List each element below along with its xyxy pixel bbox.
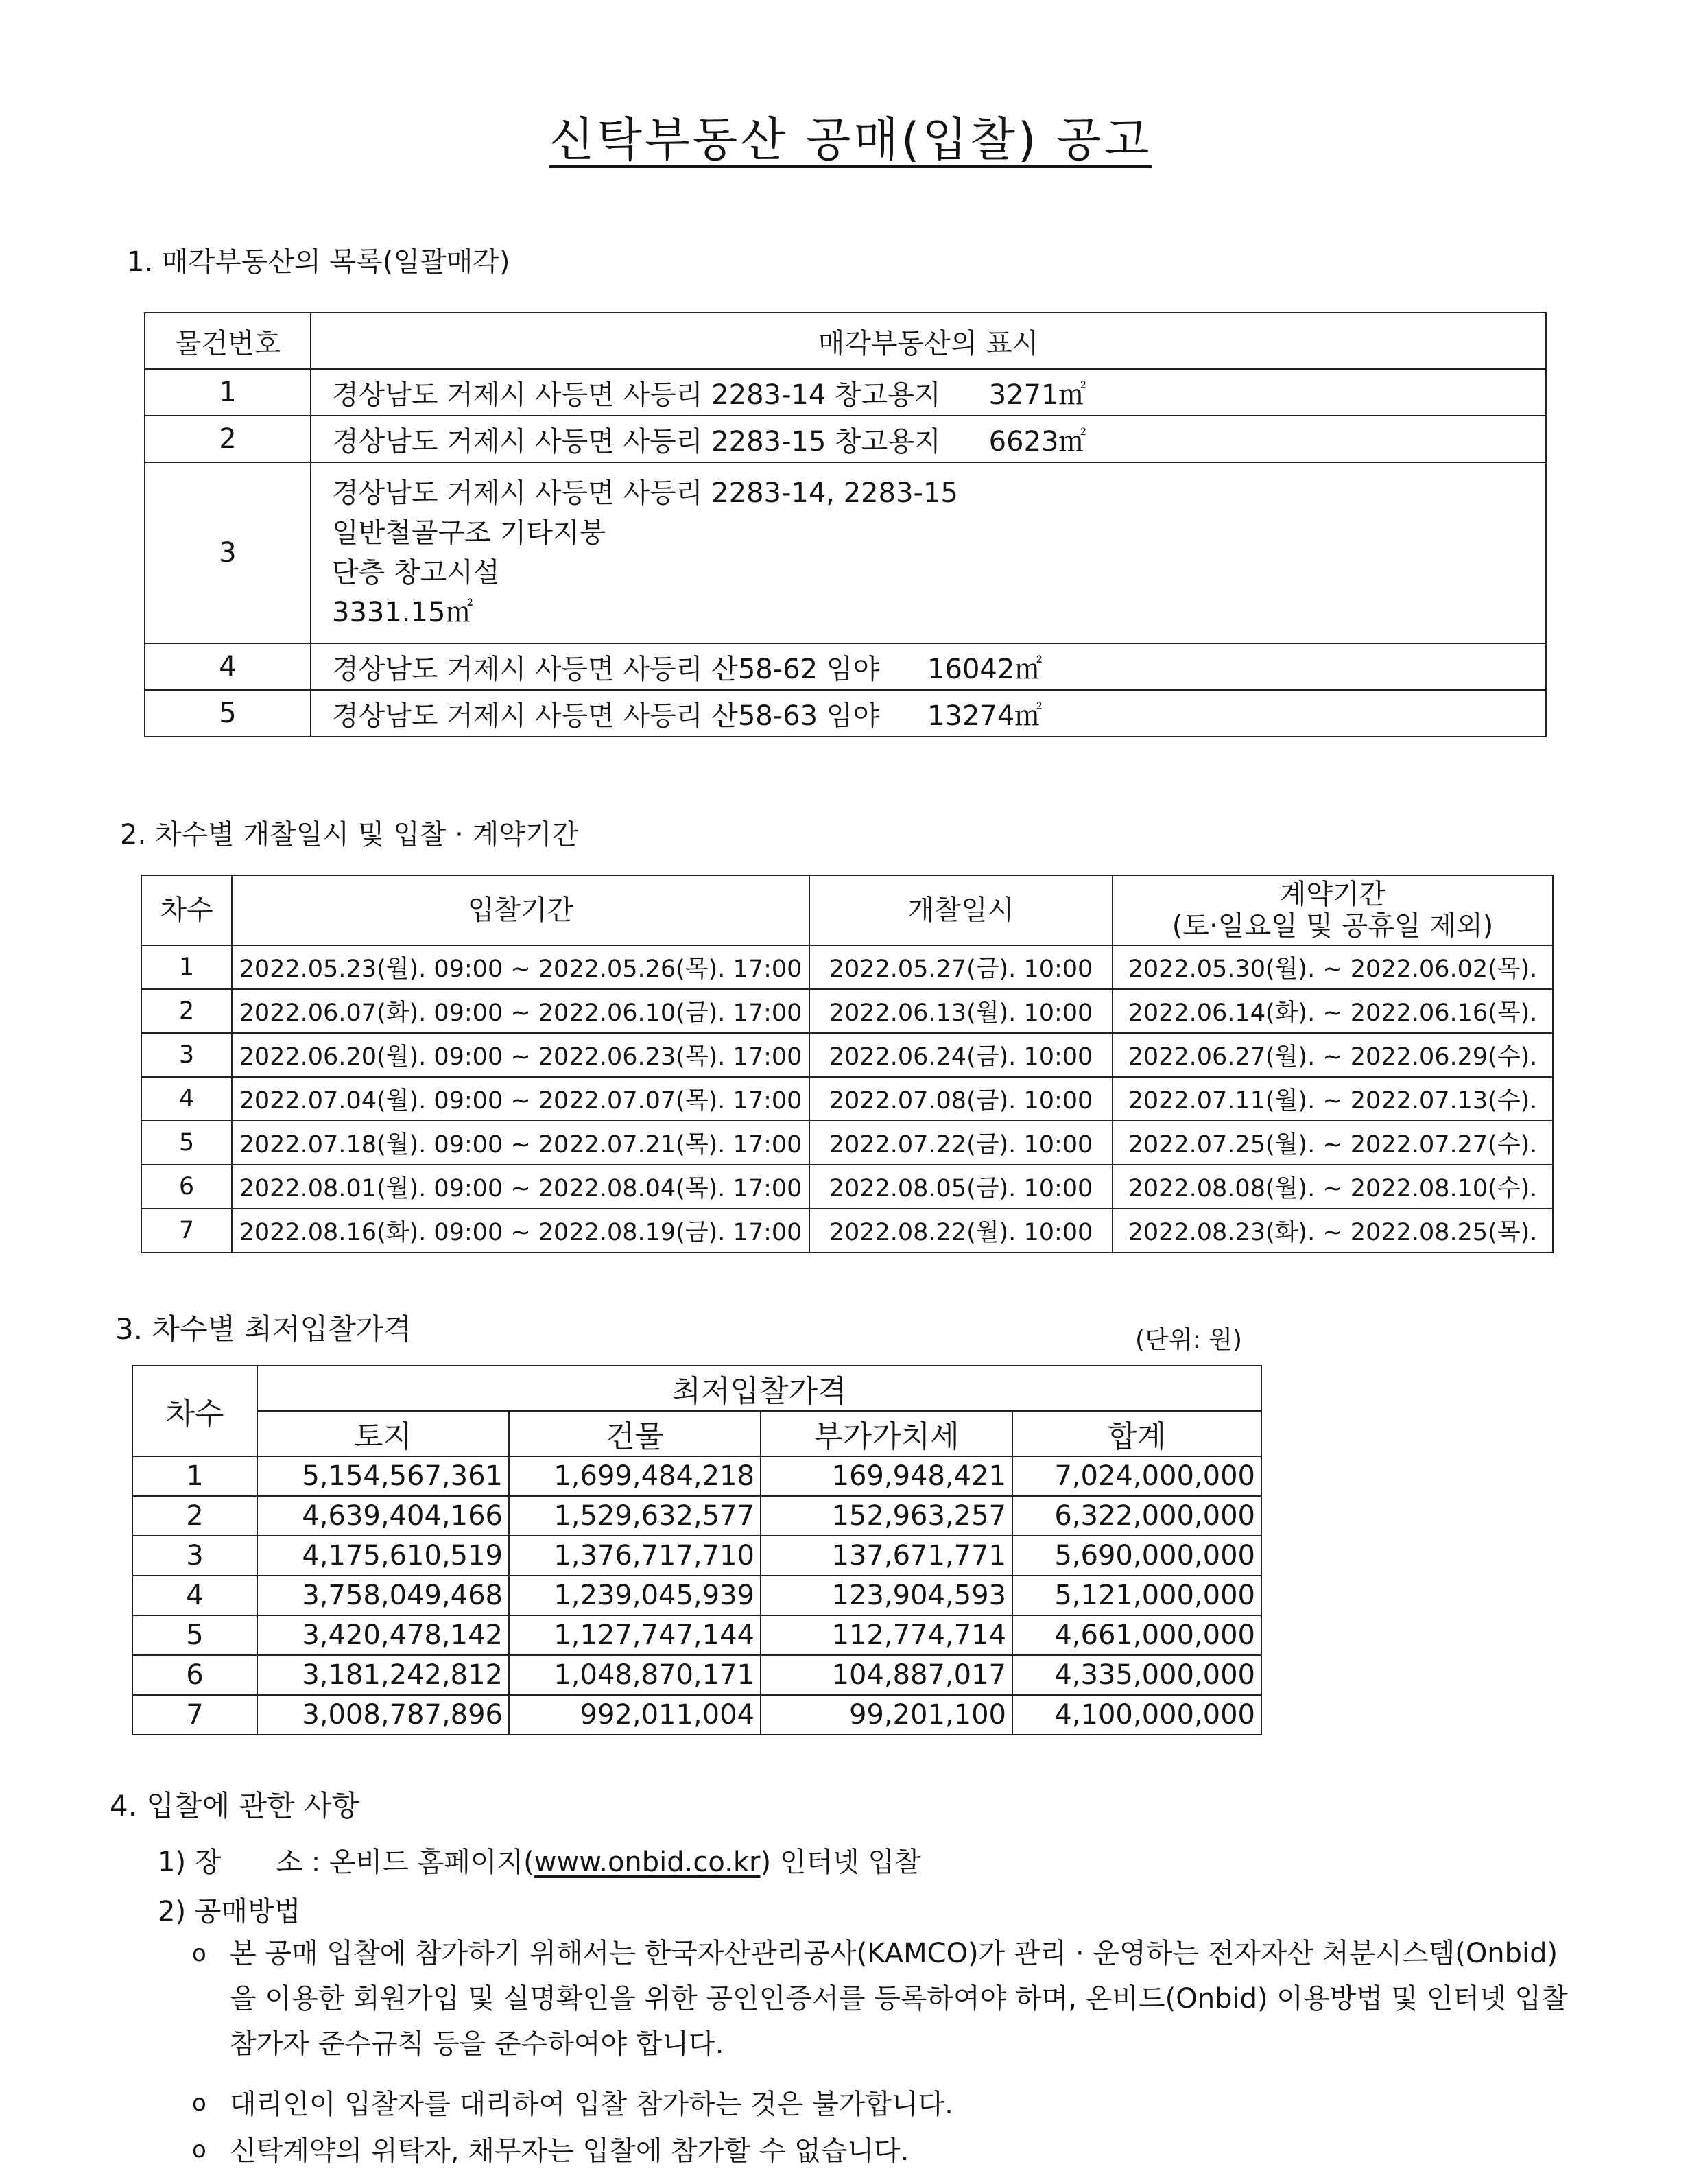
document-title: 신탁부동산 공매(입찰) 공고 — [549, 113, 1152, 167]
bullet-marker: o — [192, 2089, 206, 2117]
table-row — [132, 1655, 1261, 1695]
bullet-text: 신탁계약의 위탁자, 채무자는 입찰에 참가할 수 없습니다. — [230, 2135, 909, 2167]
total-price-cell: 5,121,000,000 — [1012, 1576, 1261, 1615]
table-row — [141, 1121, 1553, 1165]
contract-period-cell: 2022.07.11(월). ~ 2022.07.13(수). — [1113, 1077, 1553, 1121]
schedule-table — [141, 875, 1554, 1253]
vat-cell: 137,671,771 — [761, 1536, 1012, 1576]
header-item-number: 물건번호 — [145, 313, 311, 369]
property-list-table — [144, 312, 1547, 737]
round-cell: 5 — [141, 1121, 232, 1165]
header-building: 건물 — [509, 1411, 761, 1456]
header-opening-time: 개찰일시 — [809, 875, 1113, 945]
total-price-cell: 4,335,000,000 — [1012, 1655, 1261, 1695]
opening-time-cell: 2022.07.08(금). 10:00 — [809, 1077, 1113, 1121]
contract-period-cell: 2022.08.08(월). ~ 2022.08.10(수). — [1113, 1165, 1553, 1209]
bid-period-cell: 2022.06.07(화). 09:00 ~ 2022.06.10(금). 17:00 — [232, 989, 809, 1033]
table-row — [145, 690, 1546, 737]
land-price-cell: 3,420,478,142 — [257, 1615, 509, 1655]
header-vat: 부가가치세 — [761, 1411, 1012, 1456]
opening-time-cell: 2022.06.24(금). 10:00 — [809, 1033, 1113, 1077]
table-row — [141, 1077, 1553, 1121]
section1-heading: 1. 매각부동산의 목록(일괄매각) — [127, 246, 510, 278]
round-cell: 4 — [132, 1576, 257, 1615]
land-price-cell: 3,758,049,468 — [257, 1576, 509, 1615]
round-cell: 1 — [141, 945, 232, 989]
round-cell: 6 — [132, 1655, 257, 1695]
bid-period-cell: 2022.08.16(화). 09:00 ~ 2022.08.19(금). 17:00 — [232, 1209, 809, 1253]
building-price-cell: 1,699,484,218 — [509, 1456, 761, 1496]
land-price-cell: 5,154,567,361 — [257, 1456, 509, 1496]
table-header-row — [141, 875, 1553, 945]
onbid-link[interactable]: www.onbid.co.kr — [534, 1847, 761, 1878]
building-price-cell: 1,529,632,577 — [509, 1496, 761, 1536]
header-bid-period: 입찰기간 — [232, 875, 809, 945]
item-number: 2 — [145, 416, 311, 462]
land-price-cell: 3,181,242,812 — [257, 1655, 509, 1695]
unit-label: (단위: 원) — [1135, 1326, 1242, 1354]
bullet-marker: o — [192, 1940, 206, 1967]
method-label: 2) 공매방법 — [158, 1896, 301, 1927]
header-property-description: 매각부동산의 표시 — [311, 313, 1546, 369]
property-description: 경상남도 거제시 사등면 사등리 2283-14, 2283-15 일반철골구조 기타지붕 단층 창고시설 3331.15㎡ — [311, 462, 1546, 643]
bullet-text: 본 공매 입찰에 참가하기 위해서는 한국자산관리공사(KAMCO)가 관리 · 운영하는 전자자산 처분시스템(Onbid)을 이용한 회원가입 및 실명확인을 위한 공인인증서를 등록하여야 하며, 온비드(Onbid) 이용방법 및 인터넷 입찰참가자 준수규칙 등을 준수하여야 합니다. — [230, 1938, 1568, 2060]
opening-time-cell: 2022.05.27(금). 10:00 — [809, 945, 1113, 989]
table-row — [141, 1165, 1553, 1209]
bid-period-cell: 2022.05.23(월). 09:00 ~ 2022.05.26(목). 17:00 — [232, 945, 809, 989]
total-price-cell: 7,024,000,000 — [1012, 1456, 1261, 1496]
bullet-text: 대리인이 입찰자를 대리하여 입찰 참가하는 것은 불가합니다. — [230, 2089, 954, 2120]
round-cell: 2 — [132, 1496, 257, 1536]
building-price-cell: 1,376,717,710 — [509, 1536, 761, 1576]
building-price-cell: 992,011,004 — [509, 1695, 761, 1735]
item-number: 3 — [145, 462, 311, 643]
table-row — [141, 1033, 1553, 1077]
opening-time-cell: 2022.07.22(금). 10:00 — [809, 1121, 1113, 1165]
minimum-price-table — [132, 1365, 1262, 1735]
round-cell: 5 — [132, 1615, 257, 1655]
header-round: 차수 — [132, 1366, 257, 1456]
contract-period-cell: 2022.06.14(화). ~ 2022.06.16(목). — [1113, 989, 1553, 1033]
round-cell: 7 — [141, 1209, 232, 1253]
bid-place: 1) 장 소 : 온비드 홈페이지(www.onbid.co.kr) 인터넷 입찰 — [158, 1847, 921, 1878]
opening-time-cell: 2022.06.13(월). 10:00 — [809, 989, 1113, 1033]
bid-period-cell: 2022.06.20(월). 09:00 ~ 2022.06.23(목). 17:00 — [232, 1033, 809, 1077]
table-header-row — [145, 313, 1546, 369]
item-number: 5 — [145, 690, 311, 737]
vat-cell: 169,948,421 — [761, 1456, 1012, 1496]
header-land: 토지 — [257, 1411, 509, 1456]
land-price-cell: 4,175,610,519 — [257, 1536, 509, 1576]
building-price-cell: 1,048,870,171 — [509, 1655, 761, 1695]
table-row — [141, 945, 1553, 989]
table-row — [132, 1456, 1261, 1496]
vat-cell: 123,904,593 — [761, 1576, 1012, 1615]
header-contract-period: 계약기간 (토·일요일 및 공휴일 제외) — [1113, 875, 1553, 945]
table-row — [132, 1536, 1261, 1576]
property-description: 경상남도 거제시 사등면 사등리 산58-63 임야 13274㎡ — [311, 690, 1546, 737]
total-price-cell: 5,690,000,000 — [1012, 1536, 1261, 1576]
contract-period-cell: 2022.07.25(월). ~ 2022.07.27(수). — [1113, 1121, 1553, 1165]
property-description: 경상남도 거제시 사등면 사등리 산58-62 임야 16042㎡ — [311, 643, 1546, 690]
table-row — [145, 369, 1546, 416]
item-number: 1 — [145, 369, 311, 416]
item-number: 4 — [145, 643, 311, 690]
table-row — [141, 989, 1553, 1033]
round-cell: 2 — [141, 989, 232, 1033]
contract-period-cell: 2022.08.23(화). ~ 2022.08.25(목). — [1113, 1209, 1553, 1253]
table-row — [141, 1209, 1553, 1253]
table-row — [145, 416, 1546, 462]
opening-time-cell: 2022.08.05(금). 10:00 — [809, 1165, 1113, 1209]
round-cell: 4 — [141, 1077, 232, 1121]
vat-cell: 152,963,257 — [761, 1496, 1012, 1536]
land-price-cell: 4,639,404,166 — [257, 1496, 509, 1536]
table-header-row — [132, 1411, 1261, 1456]
round-cell: 3 — [132, 1536, 257, 1576]
table-row — [132, 1496, 1261, 1536]
header-minimum-price: 최저입찰가격 — [257, 1366, 1261, 1411]
building-price-cell: 1,239,045,939 — [509, 1576, 761, 1615]
bullet-marker: o — [192, 2136, 206, 2163]
header-round: 차수 — [141, 875, 232, 945]
round-cell: 6 — [141, 1165, 232, 1209]
total-price-cell: 4,661,000,000 — [1012, 1615, 1261, 1655]
table-header-row — [132, 1366, 1261, 1411]
table-row — [132, 1615, 1261, 1655]
round-cell: 3 — [141, 1033, 232, 1077]
bid-period-cell: 2022.08.01(월). 09:00 ~ 2022.08.04(목). 17:00 — [232, 1165, 809, 1209]
contract-period-cell: 2022.06.27(월). ~ 2022.06.29(수). — [1113, 1033, 1553, 1077]
round-cell: 1 — [132, 1456, 257, 1496]
table-row — [132, 1576, 1261, 1615]
section3-heading: 3. 차수별 최저입찰가격 — [115, 1312, 412, 1346]
vat-cell: 112,774,714 — [761, 1615, 1012, 1655]
section2-heading: 2. 차수별 개찰일시 및 입찰 · 계약기간 — [120, 819, 579, 851]
total-price-cell: 4,100,000,000 — [1012, 1695, 1261, 1735]
contract-period-cell: 2022.05.30(월). ~ 2022.06.02(목). — [1113, 945, 1553, 989]
opening-time-cell: 2022.08.22(월). 10:00 — [809, 1209, 1113, 1253]
round-cell: 7 — [132, 1695, 257, 1735]
land-price-cell: 3,008,787,896 — [257, 1695, 509, 1735]
bid-period-cell: 2022.07.18(월). 09:00 ~ 2022.07.21(목). 17:00 — [232, 1121, 809, 1165]
table-row — [145, 643, 1546, 690]
property-description: 경상남도 거제시 사등면 사등리 2283-14 창고용지 3271㎡ — [311, 369, 1546, 416]
building-price-cell: 1,127,747,144 — [509, 1615, 761, 1655]
vat-cell: 104,887,017 — [761, 1655, 1012, 1695]
property-description: 경상남도 거제시 사등면 사등리 2283-15 창고용지 6623㎡ — [311, 416, 1546, 462]
vat-cell: 99,201,100 — [761, 1695, 1012, 1735]
table-row — [145, 462, 1546, 643]
bid-period-cell: 2022.07.04(월). 09:00 ~ 2022.07.07(목). 17:00 — [232, 1077, 809, 1121]
section4-heading: 4. 입찰에 관한 사항 — [110, 1789, 360, 1823]
total-price-cell: 6,322,000,000 — [1012, 1496, 1261, 1536]
table-row — [132, 1695, 1261, 1735]
header-total: 합계 — [1012, 1411, 1261, 1456]
